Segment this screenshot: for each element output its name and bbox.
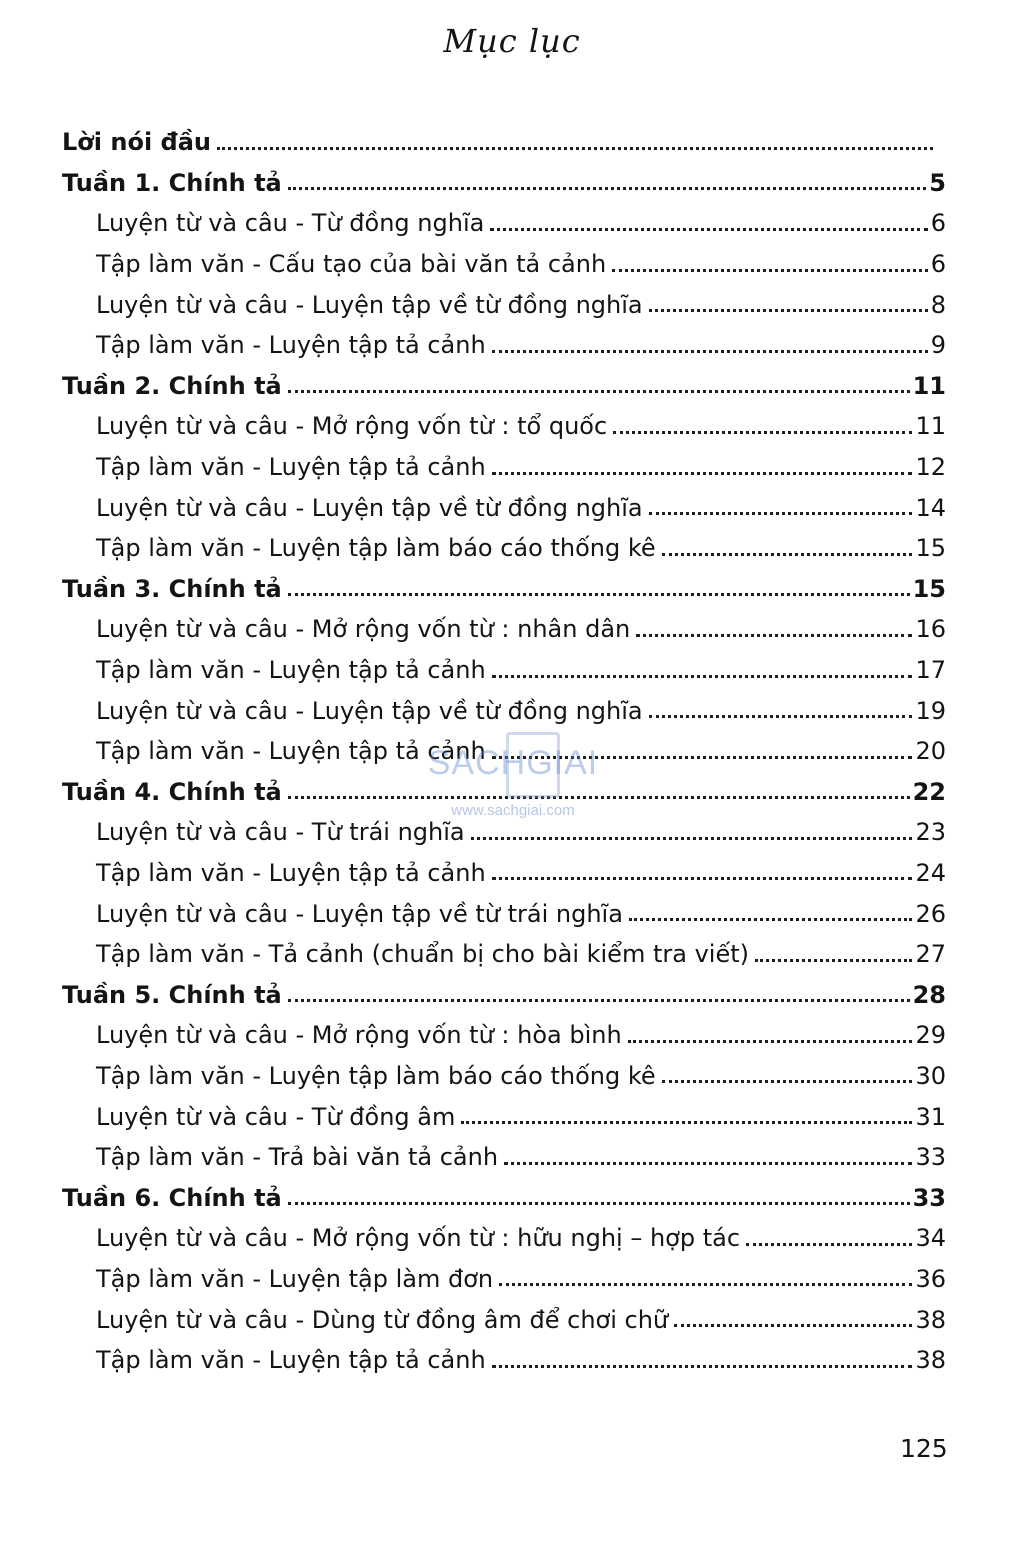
- toc-page-number: 15: [912, 574, 946, 603]
- toc-entry-title: Luyện từ và câu - Luyện tập về từ đồng nghĩa: [96, 290, 643, 319]
- watermark-name: SACHGIAI: [427, 744, 599, 782]
- toc-entry-title: Tập làm văn - Luyện tập tả cảnh: [96, 737, 486, 766]
- toc-entry-title: Tập làm văn - Trả bài văn tả cảnh: [96, 1143, 499, 1172]
- toc-entry-title: Luyện từ và câu - Luyện tập về từ đồng nghĩa: [96, 696, 643, 725]
- toc-entry-row: [62, 690, 946, 731]
- dot-leader: [662, 553, 913, 556]
- dot-leader: [288, 796, 910, 799]
- dot-leader: [461, 1121, 912, 1124]
- dot-leader: [492, 472, 913, 475]
- toc-page-number: 6: [930, 250, 946, 279]
- toc-page-number: 22: [912, 777, 946, 806]
- dot-leader: [492, 675, 913, 678]
- toc-entry-title: Tập làm văn - Tả cảnh (chuẩn bị cho bài kiểm tra viết): [96, 940, 749, 969]
- toc-entry-row: [62, 203, 946, 244]
- toc-entry-title: Luyện từ và câu - Mở rộng vốn từ : hữu nghị – hợp tác: [96, 1224, 741, 1253]
- page-title: Mục lục: [443, 22, 581, 60]
- dot-leader: [636, 634, 912, 637]
- toc-entry-row: [62, 893, 946, 934]
- toc-entry-row: [62, 1096, 946, 1137]
- dot-leader: [504, 1162, 912, 1165]
- toc-page-number: 9: [930, 331, 946, 360]
- toc-entry-row: [62, 1299, 946, 1340]
- toc-page-number: 34: [915, 1224, 946, 1253]
- toc-page-number: 33: [912, 1183, 946, 1212]
- dot-leader: [471, 837, 913, 840]
- toc-entry-row: [62, 650, 946, 691]
- dot-leader: [613, 431, 912, 434]
- toc-section-row: [62, 569, 946, 610]
- toc-entry-title: Tập làm văn - Luyện tập tả cảnh: [96, 331, 486, 360]
- dot-leader: [217, 147, 933, 150]
- toc-entry-title: Luyện từ và câu - Dùng từ đồng âm để chơi chữ: [96, 1305, 669, 1334]
- toc-page-number: 12: [915, 453, 946, 482]
- toc-section-row: [62, 163, 946, 204]
- dot-leader: [628, 1040, 913, 1043]
- toc-page-number: 27: [915, 940, 946, 969]
- dot-leader: [674, 1324, 912, 1327]
- toc-entry-title: Tập làm văn - Luyện tập tả cảnh: [96, 453, 486, 482]
- toc-entry-title: Tập làm văn - Luyện tập làm báo cáo thống kê: [96, 534, 656, 563]
- dot-leader: [492, 756, 913, 759]
- toc-entry-title: Luyện từ và câu - Từ trái nghĩa: [96, 818, 465, 847]
- toc-page-number: 8: [930, 290, 946, 319]
- dot-leader: [662, 1080, 913, 1083]
- toc-entry-row: [62, 1218, 946, 1259]
- toc-entry-title: Luyện từ và câu - Mở rộng vốn từ : tổ quốc: [96, 412, 608, 441]
- toc-page-number: 11: [912, 371, 946, 400]
- toc-page-number: 30: [915, 1061, 946, 1090]
- watermark-url: www.sachgiai.com: [451, 802, 575, 819]
- toc-entry-title: Tập làm văn - Luyện tập làm đơn: [96, 1264, 494, 1293]
- toc-entry-row: [62, 487, 946, 528]
- dot-leader: [746, 1243, 912, 1246]
- toc-entry-row: [62, 731, 946, 772]
- dot-leader: [755, 959, 912, 962]
- toc-entry-title: Tập làm văn - Luyện tập làm báo cáo thống kê: [96, 1061, 656, 1090]
- toc-section-row: [62, 772, 946, 813]
- toc-entry-title: Lời nói đầu: [62, 128, 211, 157]
- toc-entry-row: [62, 325, 946, 366]
- toc-entry-title: Luyện từ và câu - Luyện tập về từ trái nghĩa: [96, 899, 623, 928]
- toc-page-number: 28: [912, 980, 946, 1009]
- dot-leader: [492, 877, 913, 880]
- toc-entry-title: Luyện từ và câu - Mở rộng vốn từ : nhân dân: [96, 615, 631, 644]
- toc-entry-row: [62, 244, 946, 285]
- toc-page-number: 19: [915, 696, 946, 725]
- toc-page-number: 14: [915, 493, 946, 522]
- toc-page-number: 6: [930, 209, 946, 238]
- toc-entry-title: Tập làm văn - Luyện tập tả cảnh: [96, 1346, 486, 1375]
- dot-leader: [490, 228, 927, 231]
- dot-leader: [288, 187, 927, 190]
- toc-page-number: 11: [915, 412, 946, 441]
- toc-page-number: 23: [915, 818, 946, 847]
- toc-page-number: 15: [915, 534, 946, 563]
- dot-leader: [288, 390, 910, 393]
- toc-entry-row: [62, 853, 946, 894]
- dot-leader: [288, 593, 910, 596]
- dot-leader: [612, 269, 928, 272]
- toc-page-number: 38: [915, 1346, 946, 1375]
- toc-page-number: 24: [915, 858, 946, 887]
- toc-page-number: 29: [915, 1021, 946, 1050]
- toc-page-number: 17: [915, 656, 946, 685]
- toc-entry-row: [62, 812, 946, 853]
- dot-leader: [649, 512, 913, 515]
- toc-entry-row: [62, 1137, 946, 1178]
- dot-leader: [288, 1202, 910, 1205]
- toc-entry-title: Tuần 5. Chính tả: [62, 980, 282, 1009]
- toc-section-row: [62, 122, 946, 163]
- toc-entry-title: Tuần 4. Chính tả: [62, 777, 282, 806]
- toc-entry-title: Luyện từ và câu - Mở rộng vốn từ : hòa bình: [96, 1021, 622, 1050]
- toc-page-number: 36: [915, 1264, 946, 1293]
- toc-entry-row: [62, 1340, 946, 1381]
- toc-page-number: 5: [929, 168, 946, 197]
- dot-leader: [499, 1283, 912, 1286]
- toc-entry-title: Tập làm văn - Cấu tạo của bài văn tả cảnh: [96, 250, 607, 279]
- dot-leader: [492, 1365, 913, 1368]
- page-number: 125: [900, 1434, 948, 1463]
- dot-leader: [492, 350, 928, 353]
- toc-page-number: 26: [915, 899, 946, 928]
- toc-entry-title: Luyện từ và câu - Từ đồng âm: [96, 1102, 456, 1131]
- toc-page-number: 16: [915, 615, 946, 644]
- toc-entry-row: [62, 447, 946, 488]
- toc-section-row: [62, 974, 946, 1015]
- toc-entry-row: [62, 1056, 946, 1097]
- toc-entry-title: Tuần 1. Chính tả: [62, 168, 282, 197]
- toc-entry-row: [62, 284, 946, 325]
- toc-entry-row: [62, 934, 946, 975]
- toc-entry-title: Tập làm văn - Luyện tập tả cảnh: [96, 858, 486, 887]
- toc-page-number: 38: [915, 1305, 946, 1334]
- toc-entry-row: [62, 1015, 946, 1056]
- dot-leader: [629, 918, 913, 921]
- toc-entry-row: [62, 609, 946, 650]
- toc-entry-row: [62, 1259, 946, 1300]
- toc-entry-title: Tuần 3. Chính tả: [62, 574, 282, 603]
- dot-leader: [288, 999, 910, 1002]
- toc-entry-title: Luyện từ và câu - Từ đồng nghĩa: [96, 209, 485, 238]
- toc-entry-title: Tập làm văn - Luyện tập tả cảnh: [96, 656, 486, 685]
- dot-leader: [649, 309, 928, 312]
- toc-section-row: [62, 1177, 946, 1218]
- table-of-contents: [62, 122, 946, 1380]
- toc-section-row: [62, 366, 946, 407]
- toc-entry-title: Luyện từ và câu - Luyện tập về từ đồng nghĩa: [96, 493, 643, 522]
- toc-page-number: 33: [915, 1143, 946, 1172]
- toc-page-number: 31: [915, 1102, 946, 1131]
- dot-leader: [649, 715, 913, 718]
- toc-entry-row: [62, 528, 946, 569]
- toc-entry-title: Tuần 2. Chính tả: [62, 371, 282, 400]
- toc-page-number: 20: [915, 737, 946, 766]
- toc-entry-row: [62, 406, 946, 447]
- toc-entry-title: Tuần 6. Chính tả: [62, 1183, 282, 1212]
